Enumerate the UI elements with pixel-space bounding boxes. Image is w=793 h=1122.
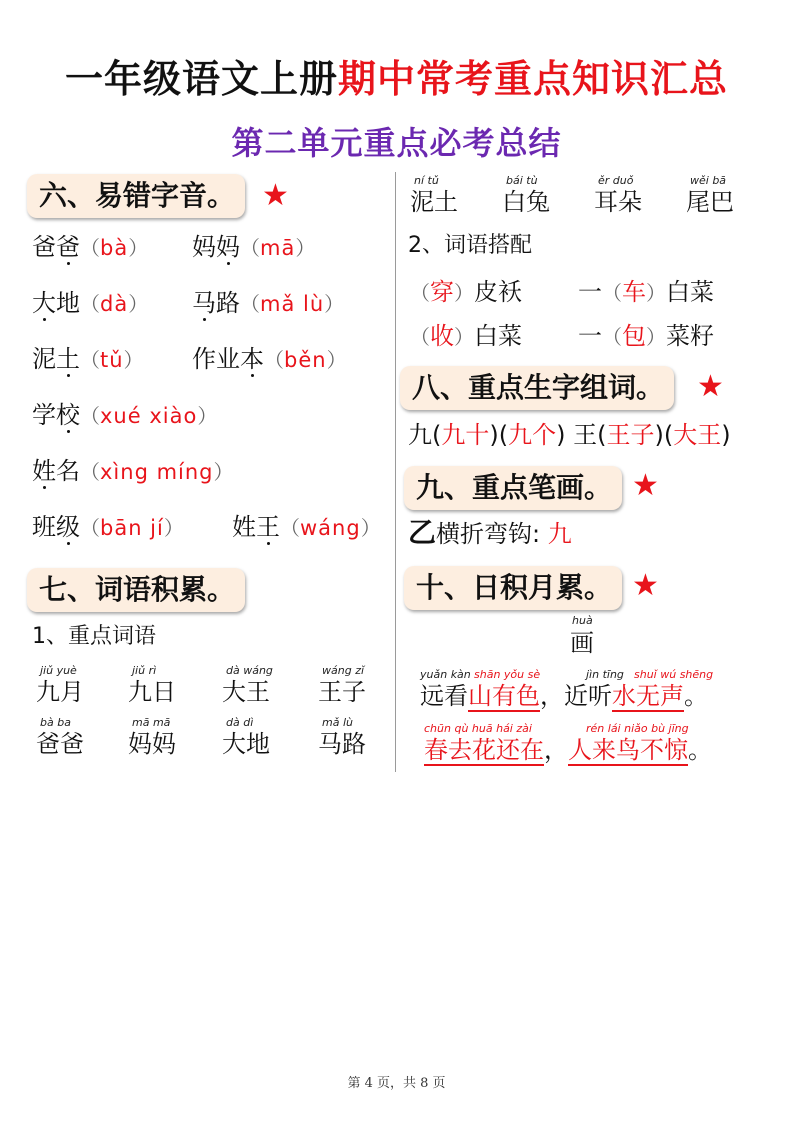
word: 学校 — [32, 401, 80, 429]
word: 作业本 — [192, 345, 264, 373]
pinyin-answer: dà — [100, 292, 129, 316]
word-pinyin: jiǔ yuè — [40, 664, 77, 677]
word-pinyin: mǎ lù — [322, 716, 353, 729]
pinyin-answer: tǔ — [100, 348, 124, 372]
paren-close: ） — [324, 292, 345, 316]
paren-close: ） — [163, 516, 184, 540]
title-part-1: 一年级语文上册 — [64, 57, 338, 101]
word: 爸爸 — [32, 233, 80, 261]
pronunciation-item — [32, 512, 184, 543]
stroke-answer: 九 — [547, 520, 572, 548]
word-pinyin: wáng zǐ — [322, 664, 365, 677]
poem-punct: ， — [540, 682, 564, 710]
pair-answer: 穿 — [430, 278, 454, 306]
word-pinyin: wěi bā — [690, 174, 727, 187]
pair-word: 白菜 — [666, 278, 714, 306]
paren-close: ） — [128, 236, 149, 260]
pronunciation-item — [192, 288, 344, 319]
pair-prefix: 一 — [578, 322, 602, 350]
pronunciation-item — [192, 344, 347, 375]
word-pinyin: mā mā — [132, 716, 171, 729]
paren-open: （ — [240, 236, 260, 260]
word: 姓王 — [232, 513, 280, 541]
answer-jiushi: 九十 — [441, 421, 490, 449]
pronunciation-item — [32, 232, 148, 263]
word-pinyin: jiǔ rì — [132, 664, 157, 677]
poem-answer: 水无声 — [612, 682, 684, 710]
word: 妈妈 — [192, 233, 240, 261]
pinyin-answer: mā — [260, 236, 296, 260]
title-part-2: 期中常考重点知识汇总 — [338, 57, 729, 101]
section-9-header: 九、重点笔画。 — [404, 466, 622, 510]
pair-answer: 车 — [622, 278, 646, 306]
pair-left — [410, 321, 522, 352]
paren-close: ） — [326, 348, 347, 372]
pinyin-answer: xué xiào — [100, 404, 198, 428]
word-text: 耳朵 — [594, 188, 642, 216]
word-text: 爸爸 — [36, 730, 84, 758]
word-text: 大地 — [222, 730, 270, 758]
paren-open: （ — [80, 348, 100, 372]
pinyin-answer: bà — [100, 236, 129, 260]
star-icon: ★ — [632, 468, 659, 503]
word-text: 大王 — [222, 678, 270, 706]
pinyin-answer: mǎ lù — [260, 292, 325, 316]
poem-answer: 人来鸟不惊 — [568, 736, 688, 764]
word: 泥土 — [32, 345, 80, 373]
char-wang: 王 — [573, 421, 598, 449]
pronunciation-item — [32, 456, 234, 487]
page-title — [0, 48, 793, 103]
poem-title: 画 — [570, 629, 594, 657]
poem-line-1 — [420, 682, 708, 710]
star-icon: ★ — [697, 369, 724, 404]
word-text: 尾巴 — [686, 188, 734, 216]
poem-punct: 。 — [688, 736, 712, 764]
word-pinyin: bà ba — [40, 716, 71, 729]
word-text: 妈妈 — [128, 730, 176, 758]
poem-line-2 — [424, 736, 712, 764]
pronunciation-item — [192, 232, 315, 263]
pinyin-answer: xìng míng — [100, 460, 214, 484]
stroke-name: 横折弯钩: — [436, 520, 541, 548]
paren-open: （ — [264, 348, 284, 372]
poem-text: 远看 — [420, 682, 468, 710]
answer-dawang: 大王 — [673, 421, 722, 449]
paren-open: （ — [280, 516, 300, 540]
section-8-header: 八、重点生字组词。 — [400, 366, 674, 410]
paren-open: （ — [410, 325, 430, 349]
pronunciation-item — [32, 288, 148, 319]
pair-word: 皮袄 — [474, 278, 522, 306]
word-pinyin: bái tù — [506, 174, 538, 187]
paren-close: ） — [646, 325, 666, 349]
word-text: 九日 — [128, 678, 176, 706]
paren-close: ） — [454, 325, 474, 349]
paren-close: ） — [454, 281, 474, 305]
poem-text: 近听 — [564, 682, 612, 710]
word-pinyin: dà wáng — [226, 664, 273, 677]
word: 姓名 — [32, 457, 80, 485]
pinyin-answer: wáng — [300, 516, 361, 540]
hua-pinyin: huà — [572, 614, 593, 627]
paren-open: （ — [80, 516, 100, 540]
paren-close: ） — [128, 292, 149, 316]
word-pinyin: ní tǔ — [414, 174, 439, 187]
poem-pinyin: shuǐ wú shēng — [634, 668, 714, 681]
poem-answer: 山有色 — [468, 682, 540, 710]
pair-right — [578, 277, 714, 308]
section-6-header: 六、易错字音。 — [27, 174, 245, 218]
word-pinyin: ěr duǒ — [598, 174, 634, 187]
paren-open: （ — [80, 460, 100, 484]
paren-open: （ — [602, 281, 622, 305]
paren-open: （ — [80, 404, 100, 428]
word-text: 王子 — [318, 678, 366, 706]
pair-word: 菜籽 — [666, 322, 714, 350]
section-10-header: 十、日积月累。 — [404, 566, 622, 610]
paren-close: ） — [360, 516, 381, 540]
paren-open: （ — [240, 292, 260, 316]
section-7-header: 七、词语积累。 — [27, 568, 245, 612]
page-footer: 第 4 页，共 8 页 — [347, 1076, 446, 1091]
word: 班级 — [32, 513, 80, 541]
column-divider — [395, 172, 396, 772]
pair-right — [578, 321, 714, 352]
char-jiu: 九 — [408, 421, 432, 449]
word-text: 马路 — [318, 730, 366, 758]
word-text: 泥土 — [410, 188, 458, 216]
poem-pinyin: jìn tīng — [586, 668, 624, 681]
section-7-subheading-2: 2、词语搭配 — [408, 233, 532, 258]
pronunciation-item — [32, 344, 144, 375]
section-9-stroke-line — [408, 518, 572, 549]
paren-open: （ — [410, 281, 430, 305]
stroke-glyph: 乙 — [408, 516, 437, 549]
pair-left — [410, 277, 522, 308]
word-text: 九月 — [36, 678, 84, 706]
paren-close: ） — [123, 348, 144, 372]
word-text: 白兔 — [502, 188, 550, 216]
paren-close: ） — [197, 404, 218, 428]
word-pinyin: dà dì — [226, 716, 254, 729]
section-8-answer-line: 九(九十)(九个) 王(王子)(大王) — [408, 421, 731, 449]
poem-pinyin: yuǎn kàn — [420, 668, 471, 681]
answer-jiuge: 九个 — [508, 421, 557, 449]
page-subtitle: 第二单元重点必考总结 — [231, 124, 562, 162]
pair-answer: 收 — [430, 322, 454, 350]
pronunciation-item — [32, 400, 217, 431]
poem-punct: ， — [544, 736, 568, 764]
poem-punct: 。 — [684, 682, 708, 710]
paren-open: （ — [80, 292, 100, 316]
poem-answer: 春去花还在 — [424, 736, 544, 764]
paren-close: ） — [646, 281, 666, 305]
paren-close: ） — [213, 460, 234, 484]
poem-pinyin: shān yǒu sè — [474, 668, 541, 681]
pinyin-answer: běn — [284, 348, 327, 372]
paren-open: （ — [602, 325, 622, 349]
pair-word: 白菜 — [474, 322, 522, 350]
star-icon: ★ — [632, 568, 659, 603]
star-icon: ★ — [262, 178, 289, 213]
paren-open: （ — [80, 236, 100, 260]
poem-pinyin: rén lái niǎo bù jīng — [586, 722, 689, 735]
pair-prefix: 一 — [578, 278, 602, 306]
pronunciation-item — [232, 512, 381, 543]
answer-wangzi: 王子 — [606, 421, 655, 449]
pinyin-answer: bān jí — [100, 516, 164, 540]
paren-close: ） — [295, 236, 316, 260]
pair-answer: 包 — [622, 322, 646, 350]
word: 马路 — [192, 289, 240, 317]
poem-pinyin: chūn qù huā hái zài — [424, 722, 532, 735]
section-7-subheading: 1、重点词语 — [32, 624, 156, 649]
word: 大地 — [32, 289, 80, 317]
